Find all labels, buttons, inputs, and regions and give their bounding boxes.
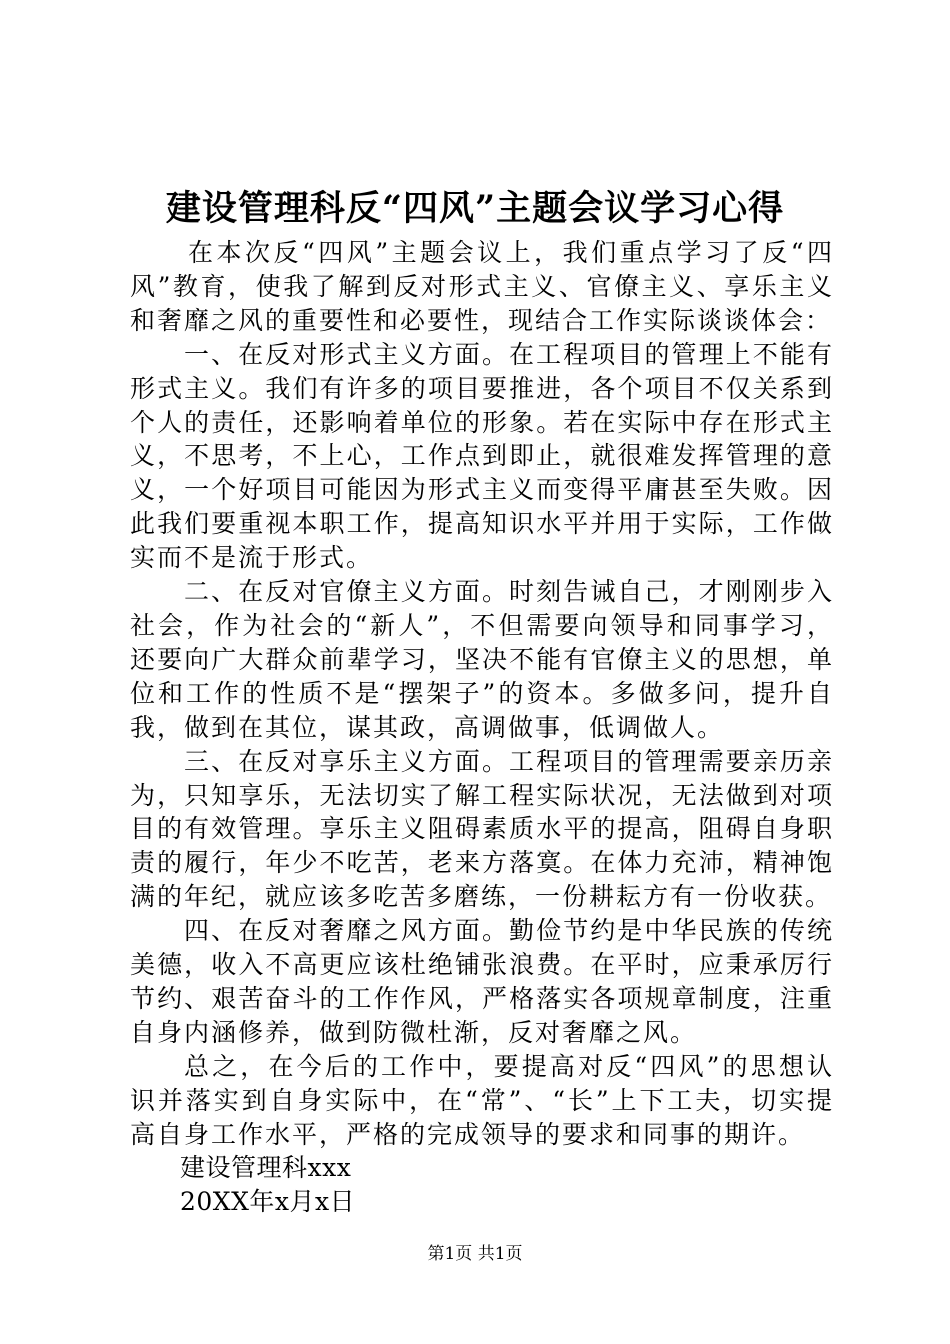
document-title: 建设管理科反“四风”主题会议学习心得 xyxy=(165,188,785,229)
paragraph-bureaucracy: 二、在反对官僚主义方面。时刻告诫自己，才刚刚步入社会，作为社会的“新人”，不但需要向领导和同事学习，还要向广大群众前辈学习，坚决不能有官僚主义的思想，单位和工作的性质不是“摆架子”的资本。多做多问，提升自我，做到在其位，谋其政，高调做事，低调做人。 xyxy=(130,577,834,742)
signature: 建设管理科xxx xyxy=(180,1153,352,1183)
date: 20XX年x月x日 xyxy=(180,1187,356,1217)
document-body xyxy=(130,236,834,1219)
paragraph-intro: 在本次反“四风”主题会议上，我们重点学习了反“四风”教育，使我了解到反对形式主义、官僚主义、享乐主义和奢靡之风的重要性和必要性，现结合工作实际谈谈体会： xyxy=(130,238,834,335)
paragraph-conclusion: 总之，在今后的工作中，要提高对反“四风”的思想认识并落实到自身实际中，在“常”、“长”上下工夫，切实提高自身工作水平，严格的完成领导的要求和同事的期许。 xyxy=(130,1051,834,1149)
paragraph-formalism: 一、在反对形式主义方面。在工程项目的管理上不能有形式主义。我们有许多的项目要推进，各个项目不仅关系到个人的责任，还影响着单位的形象。若在实际中存在形式主义，不思考，不上心，工作点到即止，就很难发挥管理的意义，一个好项目可能因为形式主义而变得平庸甚至失败。因此我们要重视本职工作，提高知识水平并用于实际，工作做实而不是流于形式。 xyxy=(130,339,834,573)
page-number: 第1页 共1页 xyxy=(427,1244,523,1264)
paragraph-extravagance: 四、在反对奢靡之风方面。勤俭节约是中华民族的传统美德，收入不高更应该杜绝铺张浪费。在平时，应秉承厉行节约、艰苦奋斗的工作作风，严格落实各项规章制度，注重自身内涵修养，做到防微杜渐，反对奢靡之风。 xyxy=(130,916,834,1047)
paragraph-hedonism: 三、在反对享乐主义方面。工程项目的管理需要亲历亲为，只知享乐，无法切实了解工程实际状况，无法做到对项目的有效管理。享乐主义阻碍素质水平的提高，阻碍自身职责的履行，年少不吃苦，老来方落寞。在体力充沛，精神饱满的年纪，就应该多吃苦多磨练，一份耕耘方有一份收获。 xyxy=(130,746,834,912)
